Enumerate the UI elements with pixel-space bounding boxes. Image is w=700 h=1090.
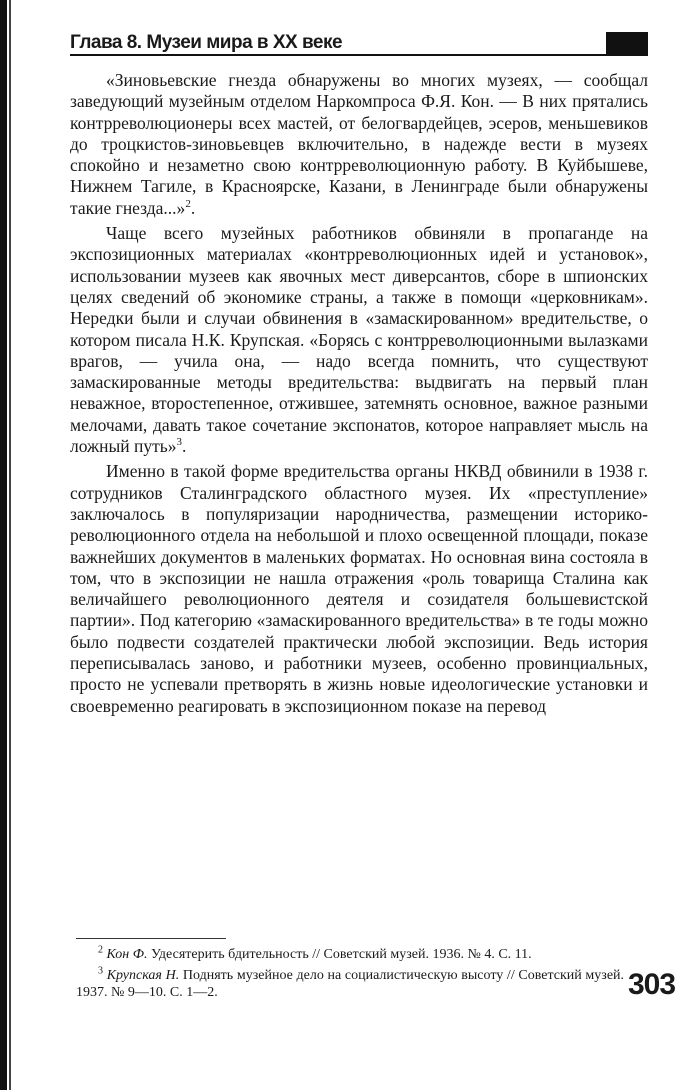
paragraph-text: «Зиновьевские гнезда обнаружены во многих музеях, — сообщал заведующий музейным отделом Наркомпроса Ф.Я. Кон. — В них прятались контрреволюционеры всех мастей, от белогвардейцев, эсеров, меньшевиков до троцкистов-зиновьевцев включительно, в надежде вести в музеях спокойно и незаметно свою контрреволюционную работу. В Куйбышеве, Нижнем Тагиле, в Красноярске, Казани, в Ленинграде были обнаружены такие гнезда...» — [70, 70, 648, 218]
footnote-3 — [76, 967, 624, 1001]
page-edge-shadow — [0, 0, 7, 1090]
page-edge-line — [9, 0, 11, 1090]
paragraph-3 — [70, 461, 648, 717]
header-rule — [70, 54, 648, 56]
main-text — [70, 70, 648, 717]
paragraph-text: Именно в такой форме вредительства органы НКВД обвинили в 1938 г. сотрудников Сталинградского областного музея. Их «преступление» заключалось в популяризации народничества, размещении историко-революционного отдела на небольшой и плохо освещенной площади, показе важнейших документов в маленьких форматах. Но основная вина состояла в том, что в экспозиции не нашла отражения «роль товарища Сталина как величайшего революционного деятеля и созидателя большевистской партии». Под категорию «замаскированного вредительства» в те годы можно было подвести создателей практически любой экспозиции. Ведь история переписывалась заново, и работники музеев, особенно провинциальных, просто не успевали претворять в жизнь новые идеологические установки и своевременно реагировать в экспозиционном показе на перевод — [70, 461, 648, 716]
footnote-text: Удесятерить бдительность // Советский музей. 1936. № 4. С. 11. — [150, 947, 532, 962]
footnote-number: 2 — [98, 944, 103, 956]
footnote-author: Кон Ф. — [106, 947, 148, 962]
paragraph-2: Чаще всего музейных работников обвиняли в пропаганде на экспозиционных материалах «контрреволюционных идей и установок», использовании музеев как явочных мест диверсантов, сборе в шпионских целях сведений об экономике страны, а также в помощи «церковникам». Нередки были и случаи обвинения в «замаскированном» вредительстве, о котором писала Н.К. Крупская. «Борясь с контрреволюционными вылазками врагов, — учила она, — надо всегда помнить, что существуют замаскированные методы вредительства: выдвигать на первый план неважное, второстепенное, отжившее, затемнять основное, важное разными мелочами, давать такое сочетание экспонатов, которое направляет мысль на ложный путь»$^3$. — [70, 223, 648, 457]
page-header — [70, 30, 648, 56]
footnote-author: Крупская Н. — [106, 968, 180, 983]
footnotes — [76, 946, 624, 1005]
footnote-ref-3[interactable]: 3 — [176, 436, 182, 449]
running-head: Глава 8. Музеи мира в ХХ веке — [70, 32, 343, 53]
footnote-number: 3 — [98, 965, 103, 977]
footnote-ref-2[interactable]: 2 — [185, 197, 191, 210]
page-number: 303 — [628, 968, 676, 1001]
paragraph-1: «Зиновьевские гнезда обнаружены во многих музеях, — сообщал заведующий музейным отделом Наркомпроса Ф.Я. Кон. — В них прятались контрреволюционеры всех мастей, от белогвардейцев, эсеров, меньшевиков до троцкистов-зиновьевцев включительно, в надежде вести в музеях спокойно и незаметно свою контрреволюционную работу. В Куйбышеве, Нижнем Тагиле, в Красноярске, Казани, в Ленинграде были обнаружены такие гнезда...»$^2$. — [70, 70, 648, 218]
footnote-text: Поднять музейное дело на социалистическую высоту // Советский музей. 1937. № 9—10. С. 1—2. — [76, 968, 625, 1000]
paragraph-text: Чаще всего музейных работников обвиняли в пропаганде на экспозиционных материалах «контрреволюционных идей и установок», использовании музеев как явочных мест диверсантов, сборе в шпионских целях сведений об экономике страны, а также в помощи «церковникам». Нередки были и случаи обвинения в «замаскированном» вредительстве, о котором писала Н.К. Крупская. «Борясь с контрреволюционными вылазками врагов, — учила она, — надо всегда помнить, что существуют замаскированные методы вредительства: выдвигать на первый план неважное, второстепенное, отжившее, затемнять основное, важное разными мелочами, давать такое сочетание экспонатов, которое направляет мысль на ложный путь» — [70, 223, 648, 457]
footnote-2 — [76, 946, 624, 963]
header-block — [606, 32, 648, 54]
footnote-rule — [76, 938, 226, 939]
